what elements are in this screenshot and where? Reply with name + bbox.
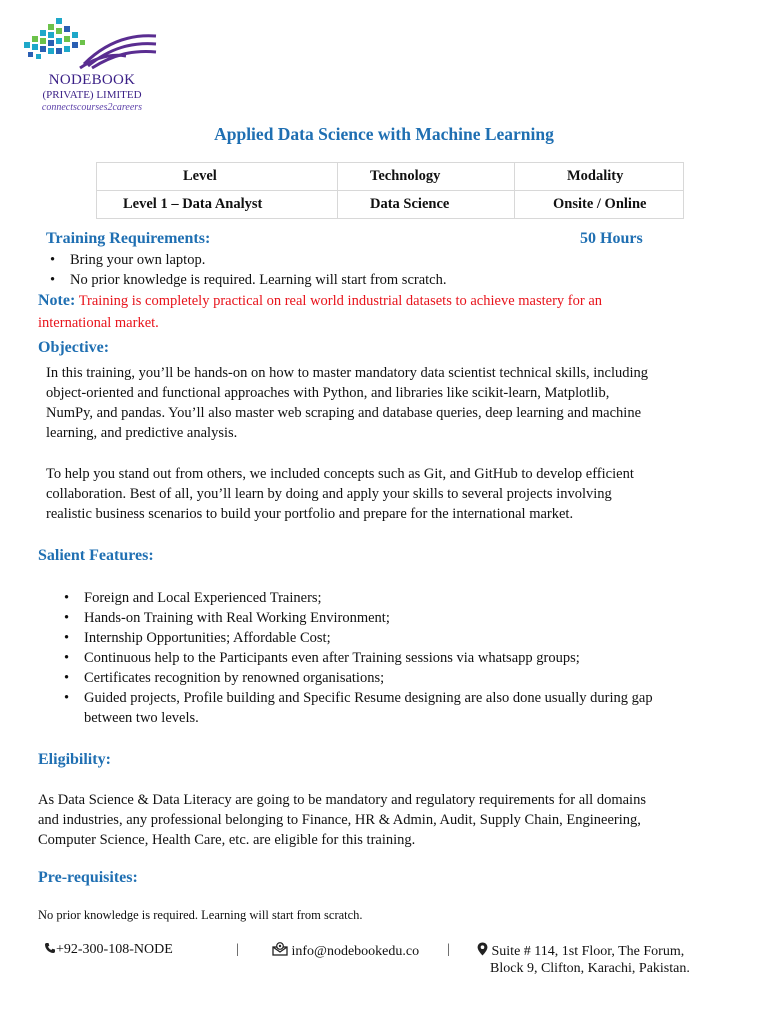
note-block xyxy=(38,291,738,311)
logo-book-icon xyxy=(80,36,156,68)
footer-email xyxy=(272,942,419,960)
objective-paragraph-2 xyxy=(46,464,756,524)
objective-heading: Objective: xyxy=(38,339,110,356)
table-cell-modality: Onsite / Online xyxy=(515,191,684,219)
list-item: • Certificates recognition by renowned organisations; xyxy=(60,668,750,688)
text-line: NumPy, and pandas. You’ll also master web scraping and database queries, deep learning and machine xyxy=(46,405,642,421)
list-item: • No prior knowledge is required. Learning will start from scratch. xyxy=(46,270,726,290)
objective-paragraph-1 xyxy=(46,363,756,443)
salient-features-list xyxy=(60,588,750,708)
note-text-line2: international market. xyxy=(38,315,159,331)
table-header-technology: Technology xyxy=(338,163,515,191)
table-cell-technology: Data Science xyxy=(338,191,515,219)
footer-phone xyxy=(44,942,173,958)
text-line: collaboration. Best of all, you’ll learn by doing and apply your skills to several projects involving xyxy=(46,486,612,502)
phone-icon xyxy=(44,942,56,954)
footer-separator: | xyxy=(447,942,450,957)
logo-pixel-mark xyxy=(24,18,85,59)
text-line: realistic business scenarios to build your portfolio and prepare for the international market. xyxy=(46,506,574,522)
list-item: • Bring your own laptop. xyxy=(46,250,726,270)
table-cell-level: Level 1 – Data Analyst xyxy=(97,191,338,219)
list-item: • Hands-on Training with Real Working Environment; xyxy=(60,608,750,628)
email-address[interactable]: info@nodebookedu.co xyxy=(291,944,420,959)
footer-address xyxy=(477,942,684,960)
text-line: and industries, any professional belonging to Finance, HR & Admin, Audit, Supply Chain, Engineering, xyxy=(38,812,641,828)
address-line-1: Suite # 114, 1st Floor, The Forum, xyxy=(491,944,685,959)
text-line: In this training, you’ll be hands-on on how to master mandatory data scientist technical skills, including xyxy=(46,365,649,381)
prerequisites-heading: Pre-requisites: xyxy=(38,869,138,886)
table-header-modality: Modality xyxy=(515,163,684,191)
logo-subtitle: (PRIVATE) LIMITED xyxy=(42,89,142,101)
note-text-line1: Training is completely practical on real world industrial datasets to achieve mastery for an xyxy=(78,293,603,309)
list-item: • Continuous help to the Participants even after Training sessions via whatsapp groups; xyxy=(60,648,750,668)
prerequisites-text: No prior knowledge is required. Learning will start from scratch. xyxy=(38,908,363,922)
text-line: As Data Science & Data Literacy are going to be mandatory and regulatory requirements for all domains xyxy=(38,792,646,808)
location-pin-icon xyxy=(477,942,488,956)
phone-number[interactable]: +92-300-108-NODE xyxy=(56,942,173,957)
logo-name: NODEBOOK xyxy=(48,72,136,88)
email-icon xyxy=(272,942,288,956)
training-requirements-heading: Training Requirements: xyxy=(46,230,211,247)
eligibility-paragraph xyxy=(38,790,758,850)
training-requirements-list xyxy=(46,250,726,290)
text-line: To help you stand out from others, we included concepts such as Git, and GitHub to develop efficient xyxy=(46,466,634,482)
table-header-row xyxy=(97,163,684,191)
training-hours: 50 Hours xyxy=(580,230,643,247)
text-line: object-oriented and functional approaches with Python, and libraries like scikit-learn, Matplotlib, xyxy=(46,385,610,401)
text-line: learning, and predictive analysis. xyxy=(46,425,238,441)
salient-features-heading: Salient Features: xyxy=(38,547,154,564)
course-info-table xyxy=(96,162,684,219)
list-item: • Internship Opportunities; Affordable Cost; xyxy=(60,628,750,648)
page-title: Applied Data Science with Machine Learning xyxy=(214,124,554,144)
list-item: • Foreign and Local Experienced Trainers; xyxy=(60,588,750,608)
logo-tagline: connectscourses2careers xyxy=(41,102,143,113)
table-header-level: Level xyxy=(97,163,338,191)
footer-separator: | xyxy=(236,942,239,957)
list-item: • Guided projects, Profile building and Specific Resume designing are also done usually during gap xyxy=(60,688,750,708)
text-line: Computer Science, Health Care, etc. are eligible for this training. xyxy=(38,832,416,848)
table-row xyxy=(97,191,684,219)
address-line-2: Block 9, Clifton, Karachi, Pakistan. xyxy=(490,961,690,976)
list-item-continuation: between two levels. xyxy=(84,710,199,726)
note-label: Note: xyxy=(38,292,76,309)
eligibility-heading: Eligibility: xyxy=(38,751,111,768)
